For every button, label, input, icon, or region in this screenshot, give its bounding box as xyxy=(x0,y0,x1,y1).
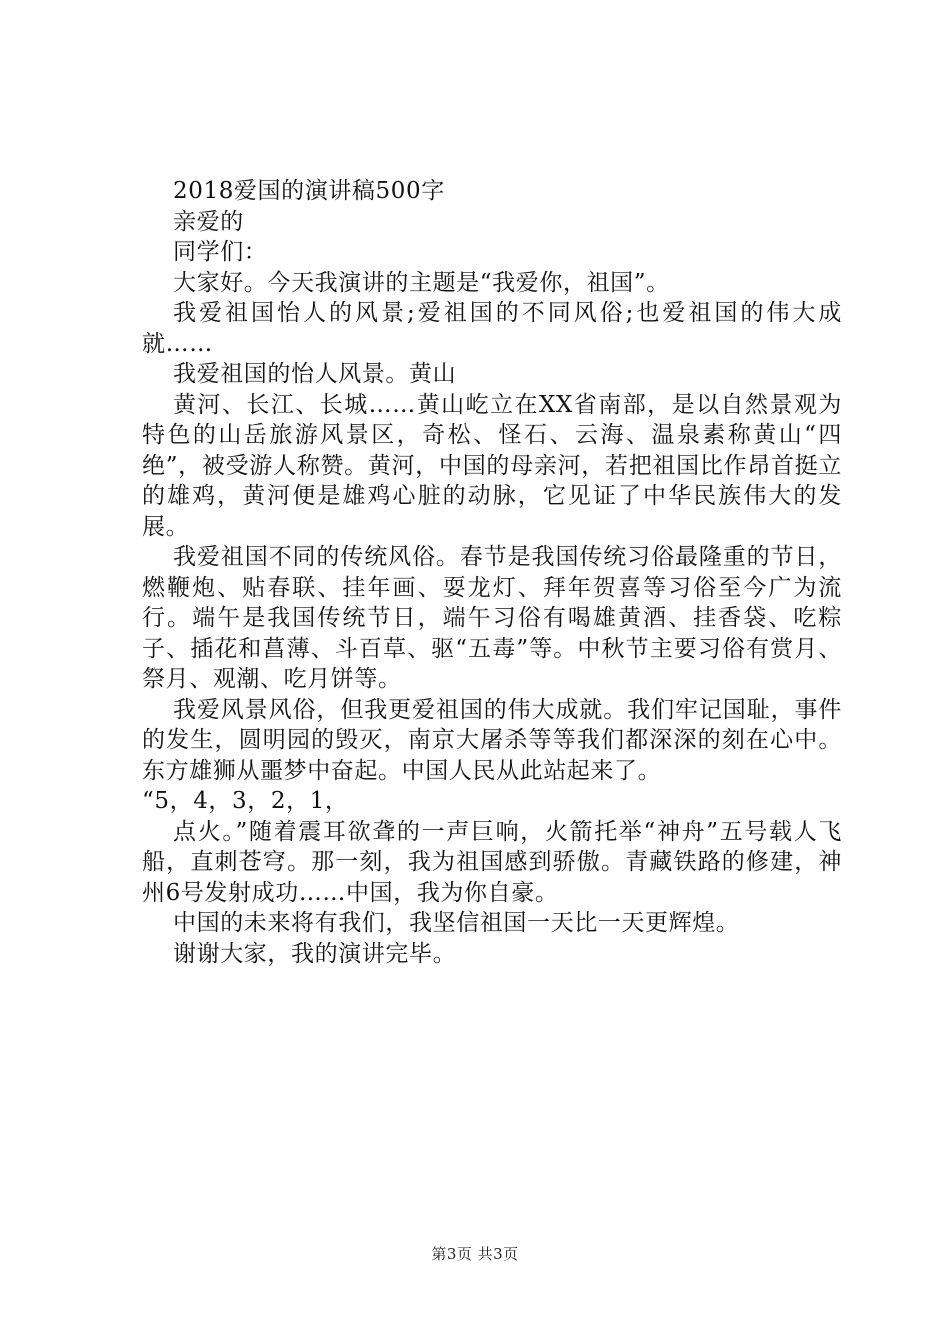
paragraph-future: 中国的未来将有我们，我坚信祖国一天比一天更辉煌。 xyxy=(173,910,740,936)
paragraph-intro: 我爱祖国怡人的风景;爱祖国的不同风俗;也爱祖国的伟大成就…… xyxy=(142,300,842,357)
paragraph-customs: 我爱祖国不同的传统风俗。春节是我国传统习俗最隆重的节日，燃鞭炮、贴春联、挂年画、耍龙灯、拜年贺喜等习俗至今广为流行。端午是我国传统节日，端午习俗有喝雄黄酒、挂香袋、吃粽子、插花和菖薄、斗百草、驱“五毒”等。中秋节主要习俗有赏月、祭月、观潮、吃月饼等。 xyxy=(142,544,842,692)
paragraph-greeting: 大家好。今天我演讲的主题是“我爱你，祖国”。 xyxy=(173,269,670,296)
paragraph-scenery: 黄河、长江、长城……黄山屹立在XX省南部，是以自然景观为特色的山岳旅游风景区，奇松、怪石、云海、温泉素称黄山“四绝”，被受游人称赞。黄河，中国的母亲河，若把祖国比作昂首挺立的雄鸡，黄河便是雄鸡心脏的动脉，它见证了中华民族伟大的发展。 xyxy=(142,391,842,540)
paragraph-countdown: “5，4，3，2，1， xyxy=(142,788,349,814)
salutation-line-1: 亲爱的 xyxy=(173,208,244,235)
paragraph-launch: 点火。”随着震耳欲聋的一声巨响，火箭托举“神舟”五号载人飞船，直刺苍穹。那一刻，我为祖国感到骄傲。青藏铁路的修建，神州6号发射成功……中国，我为你自豪。 xyxy=(142,818,842,906)
document-title: 2018爱国的演讲稿500字 xyxy=(173,178,445,204)
document-body xyxy=(142,176,842,969)
page-footer: 第3页 共3页 xyxy=(431,1245,519,1263)
paragraph-scenery-heading: 我爱祖国的怡人风景。黄山 xyxy=(173,361,457,387)
paragraph-achievements: 我爱风景风俗，但我更爱祖国的伟大成就。我们牢记国耻，事件的发生，圆明园的毁灭，南京大屠杀等等我们都深深的刻在心中。东方雄狮从噩梦中奋起。中国人民从此站起来了。 xyxy=(142,696,842,784)
paragraph-closing: 谢谢大家，我的演讲完毕。 xyxy=(173,940,457,967)
salutation-line-2: 同学们： xyxy=(173,239,268,265)
